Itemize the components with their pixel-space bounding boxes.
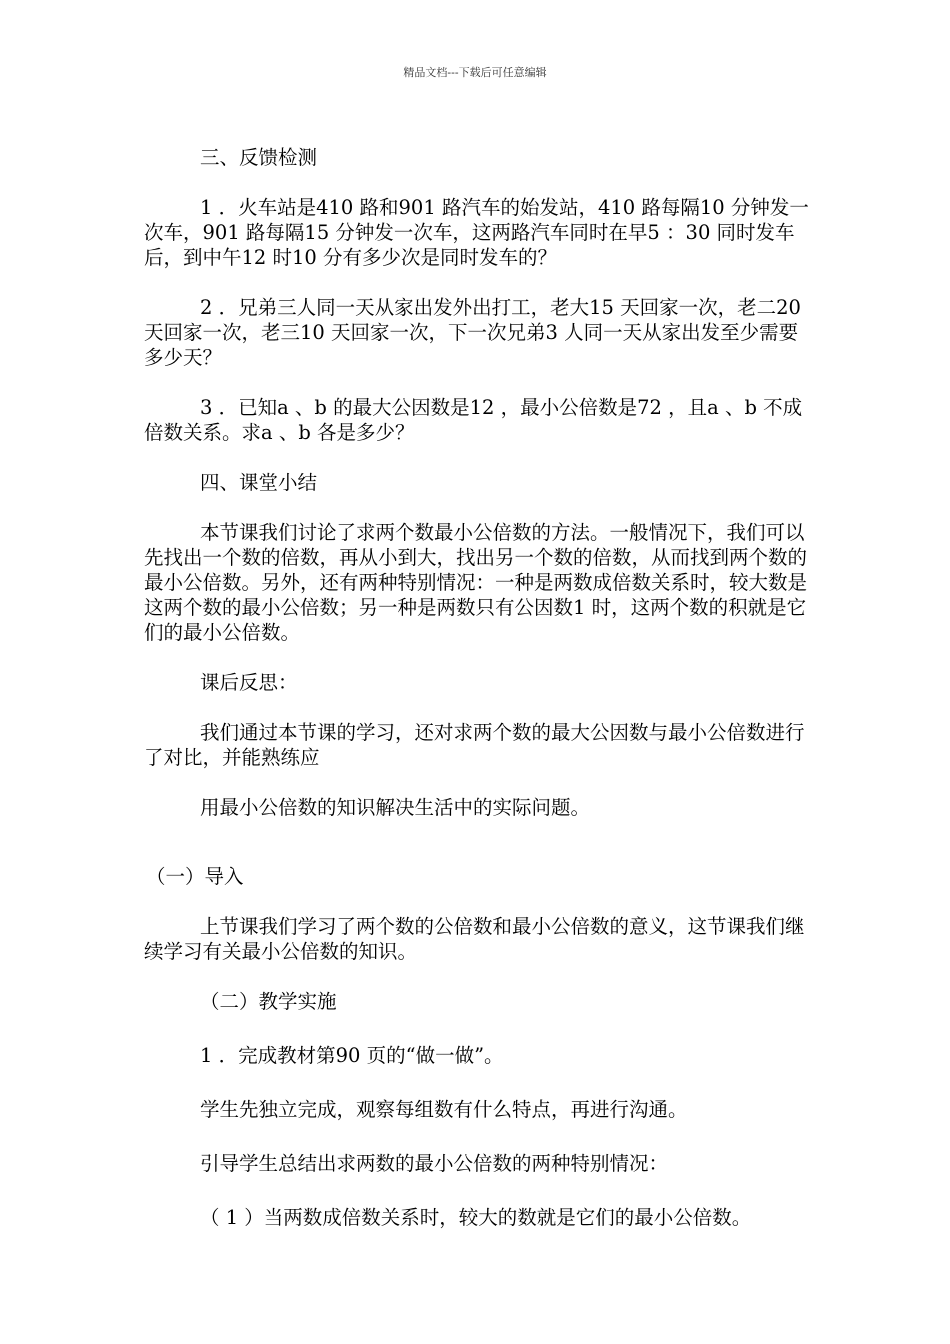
teaching-item-2: 学生先独立完成，观察每组数有什么特点，再进行沟通。 xyxy=(200,1098,688,1121)
document-body xyxy=(144,145,812,1230)
section-4-title: 四、课堂小结 xyxy=(200,471,318,494)
question-2: 2 ．兄弟三人同一天从家出发外出打工，老大15 天回家一次，老二20 天回家一次，老三10 天回家一次，下一次兄弟3 人同一天从家出发至少需要多少天？ xyxy=(144,296,801,369)
section-3-title: 三、反馈检测 xyxy=(200,146,318,169)
question-3: 3 ．已知a 、b 的最大公因数是12 ，最小公倍数是72 ，且a 、b 不成倍数关系。求a 、b 各是多少？ xyxy=(144,396,803,444)
question-1: 1 ．火车站是410 路和901 路汽车的始发站，410 路每隔10 分钟发一次车，901 路每隔15 分钟发一次车，这两路汽车同时在早5 ：30 同时发车后，到中午12 时10 分有多少次是同时发车的？ xyxy=(144,196,809,269)
summary-paragraph: 本节课我们讨论了求两个数最小公倍数的方法。一般情况下，我们可以先找出一个数的倍数，再从小到大，找出另一个数的倍数，从而找到两个数的最小公倍数。另外，还有两种特别情况：一种是两数成倍数关系时，较大数是这两个数的最小公倍数；另一种是两数只有公因数1 时，这两个数的积就是它们的最小公倍数。 xyxy=(144,521,808,644)
teaching-item-1: 1 ．完成教材第90 页的“做一做”。 xyxy=(200,1044,504,1067)
intro-title: （一）导入 xyxy=(146,865,244,888)
reflection-continuation: 用最小公倍数的知识解决生活中的实际问题。 xyxy=(200,796,591,819)
reflection-title: 课后反思： xyxy=(200,671,298,694)
intro-paragraph: 上节课我们学习了两个数的公倍数和最小公倍数的意义，这节课我们继续学习有关最小公倍数的知识。 xyxy=(144,915,805,963)
teaching-title: （二）教学实施 xyxy=(200,990,337,1013)
page-header: 精品文档---下载后可任意编辑 xyxy=(403,66,547,79)
reflection-paragraph: 我们通过本节课的学习，还对求两个数的最大公因数与最小公倍数进行了对比，并能熟练应 xyxy=(144,721,805,769)
teaching-item-4: （ 1 ）当两数成倍数关系时，较大的数就是它们的最小公倍数。 xyxy=(200,1206,752,1229)
teaching-item-3: 引导学生总结出求两数的最小公倍数的两种特别情况： xyxy=(200,1152,669,1175)
